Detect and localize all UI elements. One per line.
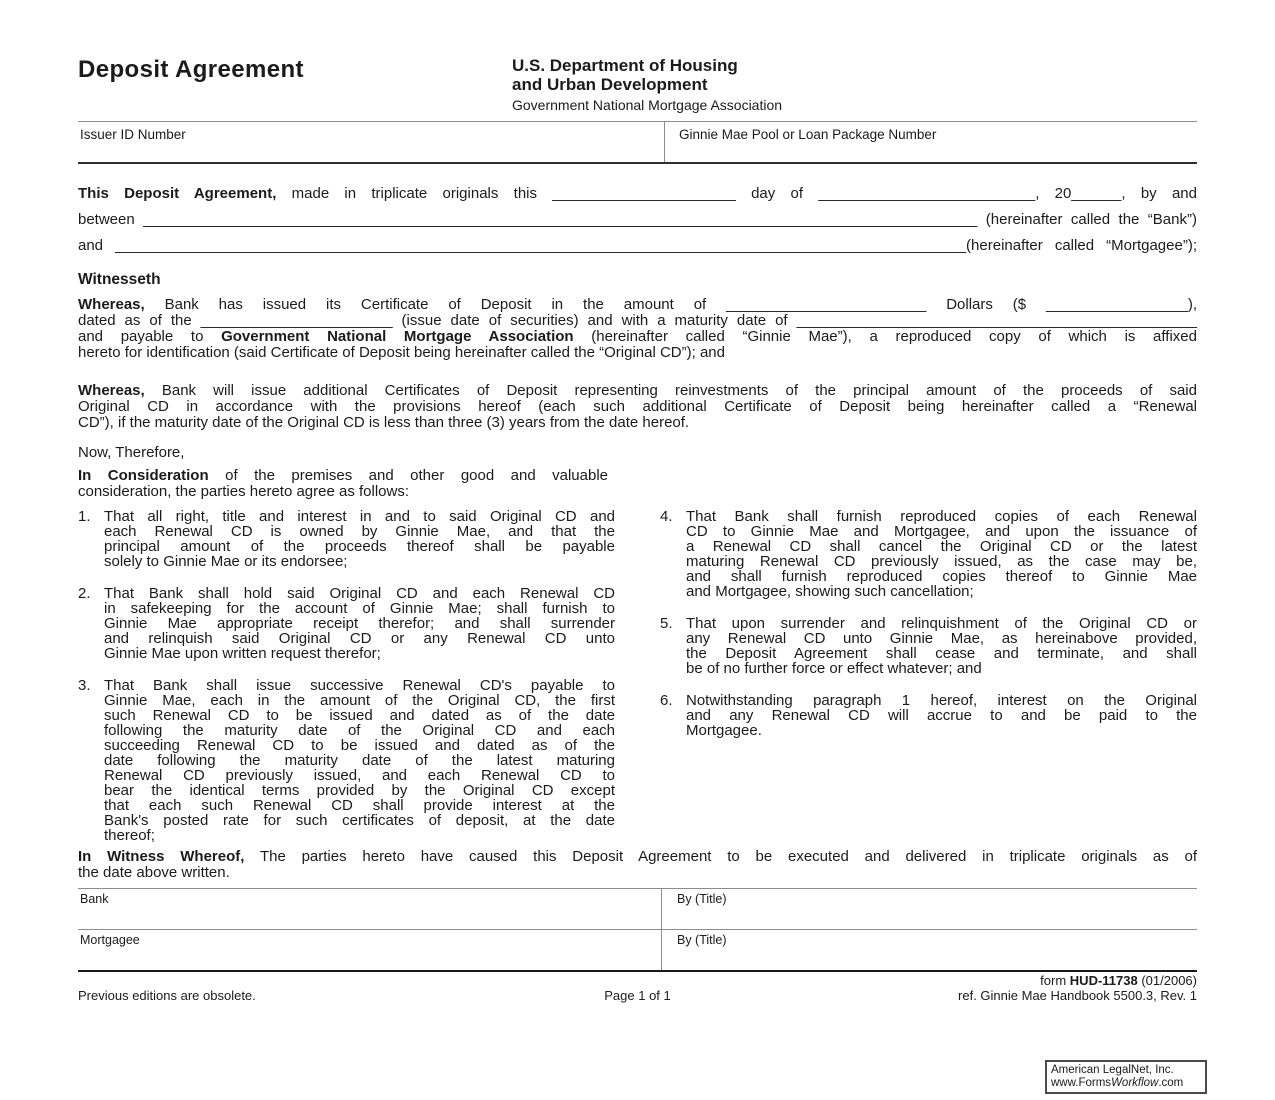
witness-line-1-text: The parties hereto have caused this Deposit Agreement to be executed and delivered in triplicate originals as of: [244, 848, 1197, 865]
consideration-lead: In Consideration: [78, 467, 209, 484]
list-item-line: Bank's posted rate for such certificates of deposit, at the date: [104, 812, 615, 829]
now-therefore: Now, Therefore,: [78, 444, 185, 461]
header: [78, 56, 1197, 113]
whereas1-line-3-post: (hereinafter called “Ginnie Mae”), a reproduced copy of which is affixed: [573, 328, 1197, 345]
list-item-line: thereof;: [104, 827, 155, 844]
list-item-text: [104, 509, 615, 569]
whereas1-line-2: dated as of the _______________________ (issue date of securities) and with a maturity date of ________________________________________________: [78, 312, 1197, 329]
list-item-line: following the maturity date of the Original CD and each: [104, 722, 615, 739]
form-number-pre: form: [1040, 973, 1070, 988]
whereas2-line-3: CD”), if the maturity date of the Original CD is less than three (3) years from the date hereof.: [78, 414, 690, 431]
form-number-line: [958, 973, 1197, 988]
list-item-line: the Deposit Agreement shall cease and terminate, and shall: [686, 645, 1197, 662]
whereas1-lead: Whereas,: [78, 296, 145, 313]
legalnet-url-pre: www.Forms: [1051, 1077, 1112, 1089]
whereas1-line-1-text: Bank has issued its Certificate of Deposit in the amount of ________________________ Dollars ($ _________________),: [144, 296, 1197, 313]
form-number-post: (01/2006): [1137, 973, 1197, 988]
list-item: [660, 693, 1197, 738]
list-item-number: 4.: [660, 508, 673, 525]
list-item-line: That upon surrender and relinquishment of the Original CD or: [686, 615, 1197, 632]
whereas1-line-4: hereto for identification (said Certificate of Deposit being hereinafter called the “Original CD”); and: [78, 344, 725, 361]
list-item-text: [686, 693, 1197, 738]
list-item: [660, 509, 1197, 599]
form-reference-block: [958, 973, 1197, 1003]
witness-lead: In Witness Whereof,: [78, 848, 245, 865]
list-item-line: Ginnie Mae, each in the amount of the Original CD, the first: [104, 692, 615, 709]
list-item-text: [686, 509, 1197, 599]
list-item-line: such Renewal CD to be issued and dated as of the date: [104, 707, 615, 724]
intro-line-2-post: (hereinafter called the “Bank”): [977, 211, 1197, 228]
gnma-bold-name: Government National Mortgage Association: [221, 328, 574, 345]
list-item-number: 3.: [78, 677, 91, 694]
intro-lead: This Deposit Agreement,: [78, 185, 277, 202]
signature-table: [78, 888, 1197, 972]
intro-paragraph: [78, 181, 1197, 259]
pool-number-cell: Ginnie Mae Pool or Loan Package Number: [679, 127, 937, 142]
whereas2-line-1: [78, 383, 1197, 399]
list-item-number: 1.: [78, 508, 91, 525]
witness-paragraph: [78, 849, 1197, 881]
agency-name: Government National Mortgage Association: [512, 97, 783, 113]
list-item: [78, 586, 615, 661]
list-column-right: [660, 509, 1197, 860]
department-block: [512, 56, 782, 113]
list-item-line: Ginnie Mae appropriate receipt therefor; and shall surrender: [104, 615, 615, 632]
whereas-paragraph-2: [78, 383, 1197, 431]
list-item-text: [104, 586, 615, 661]
handbook-reference: ref. Ginnie Mae Handbook 5500.3, Rev. 1: [958, 988, 1197, 1003]
consideration-line-1: [78, 468, 608, 484]
obsolete-note: Previous editions are obsolete.: [78, 988, 256, 1003]
list-item-line: That all right, title and interest in and to said Original CD and: [104, 508, 615, 525]
legalnet-stamp: [1045, 1060, 1207, 1094]
whereas1-line-3-pre: and payable to: [78, 328, 222, 345]
list-item-line: succeeding Renewal CD to be issued and dated as of the: [104, 737, 615, 754]
department-name-line2: and Urban Development: [512, 75, 708, 94]
list-item-line: and Mortgagee, showing such cancellation;: [686, 583, 974, 600]
intro-line-1-text: made in triplicate originals this ______________________ day of __________________________, 20______, by and: [276, 185, 1197, 202]
whereas-paragraph-1: [78, 297, 1197, 361]
whereas2-lead: Whereas,: [78, 382, 145, 399]
list-item-line: and relinquish said Original CD or any Renewal CD unto: [104, 630, 615, 647]
intro-line-3-pre: and: [78, 237, 116, 254]
list-item-line: and shall furnish reproduced copies thereof to Ginnie Mae: [686, 568, 1197, 585]
list-item: [78, 509, 615, 569]
list-item-line: That Bank shall hold said Original CD and each Renewal CD: [104, 585, 615, 602]
mortgagee-signature-cell: Mortgagee: [78, 930, 662, 970]
intro-line-3-post: (hereinafter called “Mortgagee”);: [966, 237, 1197, 254]
list-item-line: and any Renewal CD will accrue to and be paid to the: [686, 707, 1197, 724]
mortgagee-by-title-cell: By (Title): [677, 933, 727, 947]
list-item-line: That Bank shall furnish reproduced copies of each Renewal: [686, 508, 1197, 525]
signature-row-mortgagee: [78, 930, 1197, 970]
legalnet-url-italic: Workflow: [1111, 1077, 1159, 1089]
page-title: Deposit Agreement: [78, 56, 304, 83]
list-item-line: CD to Ginnie Mae and Mortgagee, and upon the issuance of: [686, 523, 1197, 540]
numbered-list: [78, 509, 1197, 860]
list-item-line: date following the maturity date of the latest maturing: [104, 752, 615, 769]
consideration-paragraph: [78, 468, 608, 500]
signature-row-bank: [78, 889, 1197, 930]
id-table: [78, 121, 1197, 164]
list-item-text: [686, 616, 1197, 676]
bank-by-title-cell: By (Title): [677, 892, 727, 906]
list-item-line: Ginnie Mae upon written request therefor;: [104, 645, 381, 662]
list-item-line: each Renewal CD is owned by Ginnie Mae, and that the: [104, 523, 615, 540]
list-item-line: Mortgagee.: [686, 722, 762, 739]
whereas2-line-2: Original CD in accordance with the provisions hereof (each such additional Certificate of Deposit being hereinafter called a “Renewal: [78, 398, 1197, 415]
list-item-number: 6.: [660, 692, 673, 709]
whereas1-line-1: [78, 297, 1197, 313]
list-item-line: principal amount of the proceeds thereof shall be payable: [104, 538, 615, 555]
intro-line-2-pre: between: [78, 211, 144, 228]
bank-name-blank: ____________________________________________________________________________________________________: [143, 211, 978, 228]
issuer-id-cell: Issuer ID Number: [78, 122, 665, 162]
whereas2-line-1-text: Bank will issue additional Certificates of Deposit representing reinvestments of the principal amount of the proceeds of said: [144, 382, 1197, 399]
list-item-number: 2.: [78, 585, 91, 602]
list-item: [78, 678, 615, 843]
page-footer: [78, 973, 1197, 1005]
legalnet-company: American LegalNet, Inc.: [1051, 1064, 1174, 1076]
list-item-line: a Renewal CD shall cancel the Original CD or the latest: [686, 538, 1197, 555]
list-item-line: in safekeeping for the account of Ginnie Mae; shall furnish to: [104, 600, 615, 617]
list-item-text: [104, 678, 615, 843]
intro-line-1: [78, 181, 1197, 207]
list-item: [660, 616, 1197, 676]
form-number: HUD-11738: [1069, 973, 1138, 988]
list-item-line: solely to Ginnie Mae or its endorsee;: [104, 553, 348, 570]
intro-line-2: [78, 207, 1197, 233]
list-item-line: Renewal CD previously issued, and each Renewal CD to: [104, 767, 615, 784]
list-item-number: 5.: [660, 615, 673, 632]
witness-line-1: [78, 849, 1197, 865]
list-item-line: be of no further force or effect whatever; and: [686, 660, 982, 677]
whereas1-line-3: [78, 329, 1197, 345]
list-item-line: any Renewal CD unto Ginnie Mae, as hereinabove provided,: [686, 630, 1197, 647]
page-number: Page 1 of 1: [604, 988, 671, 1003]
witnesseth-heading: Witnesseth: [78, 271, 161, 288]
legalnet-url-post: .com: [1158, 1077, 1184, 1089]
department-name-line1: U.S. Department of Housing: [512, 56, 738, 75]
mortgagee-name-blank: ______________________________________________________________________________________________________: [115, 237, 967, 254]
list-item-line: That Bank shall issue successive Renewal CD's payable to: [104, 677, 615, 694]
list-item-line: maturing Renewal CD previously issued, as the case may be,: [686, 553, 1197, 570]
list-item-line: that each such Renewal CD shall provide interest at the: [104, 797, 615, 814]
list-column-left: [78, 509, 615, 860]
consideration-line-1-text: of the premises and other good and valuable: [208, 467, 609, 484]
bank-signature-cell: Bank: [78, 889, 662, 929]
intro-line-3: [78, 233, 1197, 259]
list-item-line: bear the identical terms provided by the Original CD except: [104, 782, 615, 799]
consideration-line-2: consideration, the parties hereto agree as follows:: [78, 483, 410, 500]
legalnet-url: [1051, 1077, 1201, 1090]
list-item-line: Notwithstanding paragraph 1 hereof, interest on the Original: [686, 692, 1197, 709]
witness-line-2: the date above written.: [78, 864, 230, 881]
